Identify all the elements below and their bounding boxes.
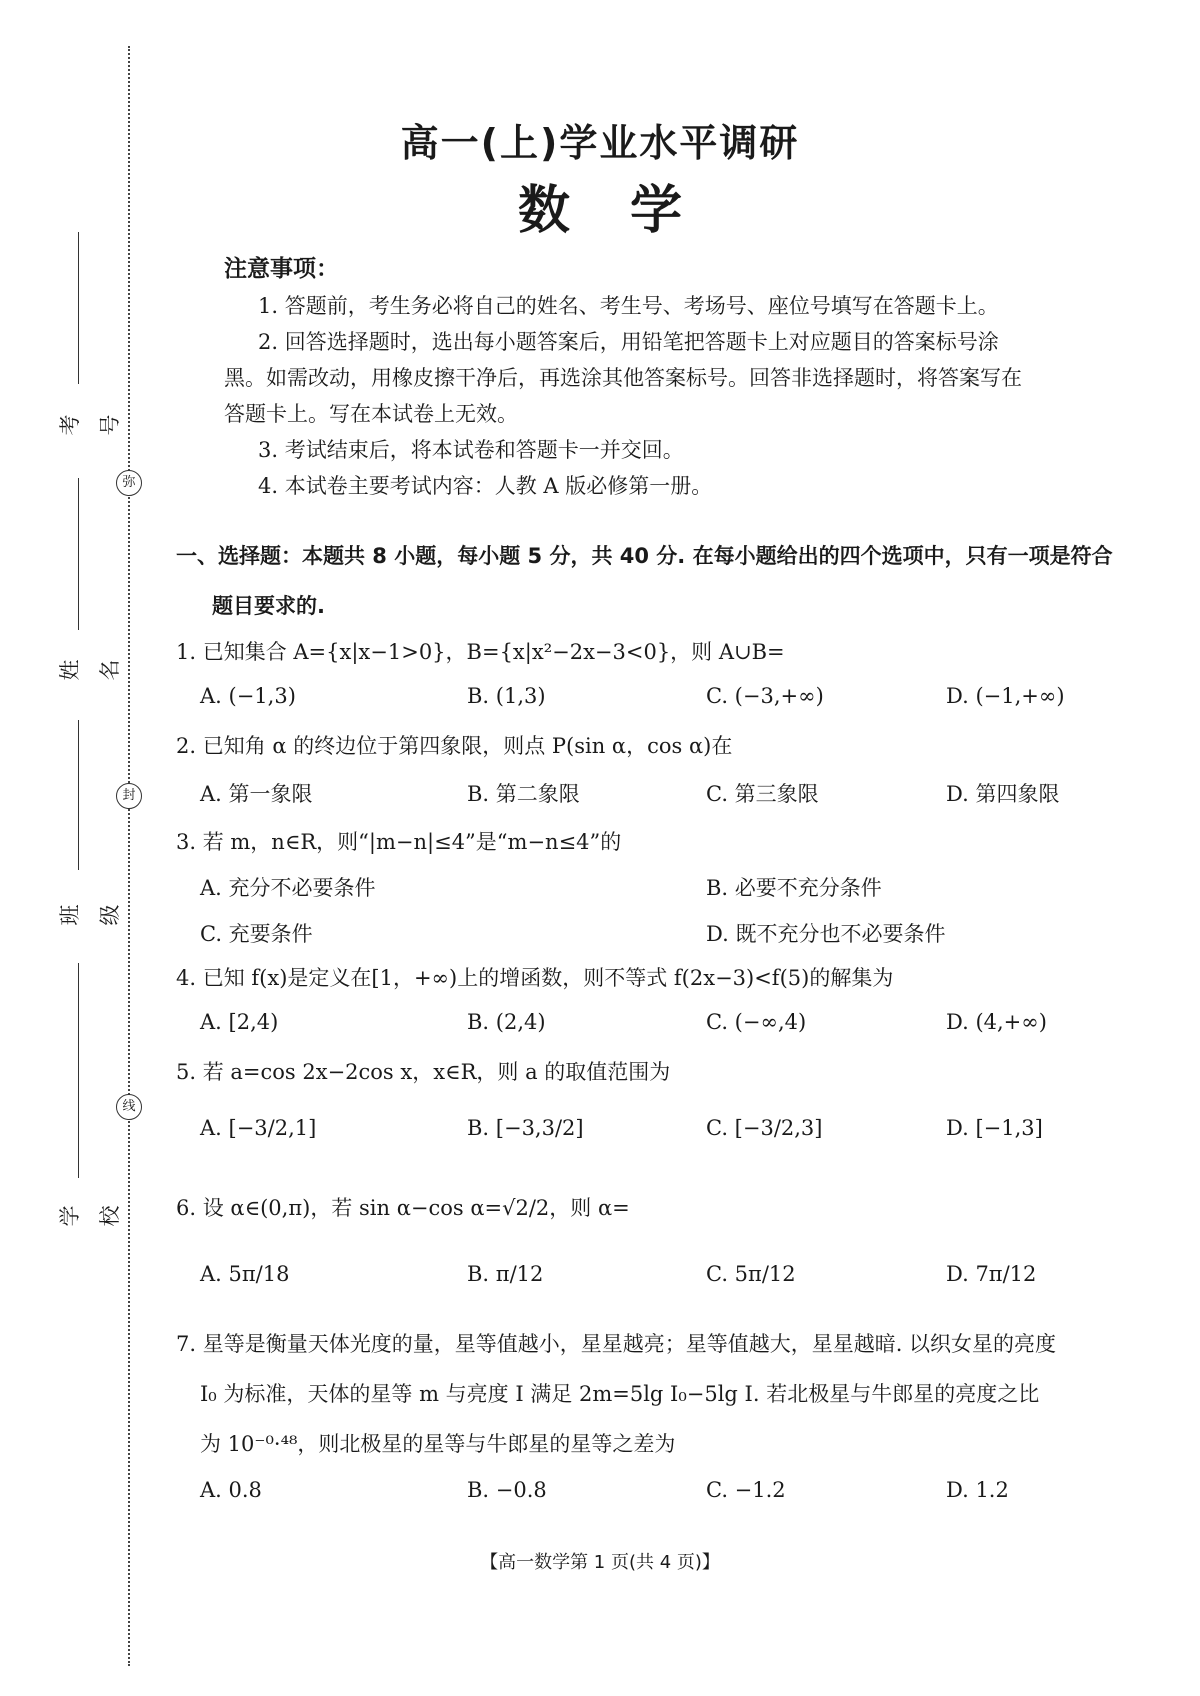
field-label-banji: 班级	[58, 904, 122, 926]
field-line-xuexiao	[78, 963, 79, 1178]
field-line-xingming	[78, 478, 79, 630]
binding-dotted-line	[128, 46, 130, 1666]
field-line-banji	[78, 720, 79, 870]
notice-line: 3. 考试结束后，将本试卷和答题卡一并交回。	[258, 438, 684, 462]
option-2c: C. 第三象限	[706, 782, 819, 806]
option-5b: B. [−3,3/2]	[467, 1116, 584, 1140]
option-3c: C. 充要条件	[200, 922, 313, 946]
option-4b: B. (2,4)	[467, 1010, 546, 1034]
question-stem-7-line3: 为 10⁻⁰·⁴⁸，则北极星的星等与牛郎星的星等之差为	[200, 1432, 676, 1456]
option-7a: A. 0.8	[200, 1478, 262, 1502]
notice-heading: 注意事项：	[224, 256, 339, 282]
option-3b: B. 必要不充分条件	[706, 876, 882, 900]
notice-line: 1. 答题前，考生务必将自己的姓名、考生号、考场号、座位号填写在答题卡上。	[258, 294, 999, 318]
option-5a: A. [−3/2,1]	[200, 1116, 317, 1140]
option-2a: A. 第一象限	[200, 782, 313, 806]
option-7b: B. −0.8	[467, 1478, 547, 1502]
seal-mark-feng: 封	[116, 783, 142, 809]
option-6d: D. 7π/12	[946, 1262, 1037, 1286]
question-stem-1: 1. 已知集合 A={x|x−1>0}，B={x|x²−2x−3<0}，则 A∪B=	[176, 640, 785, 664]
option-3a: A. 充分不必要条件	[200, 876, 376, 900]
option-5d: D. [−1,3]	[946, 1116, 1043, 1140]
notice-line: 黑。如需改动，用橡皮擦干净后，再选涂其他答案标号。回答非选择题时，将答案写在	[224, 366, 1022, 390]
question-stem-7: 7. 星等是衡量天体光度的量，星等值越小，星星越亮；星等值越大，星星越暗. 以织女星的亮度	[176, 1332, 1057, 1356]
field-label-kaohao: 考号	[58, 414, 122, 436]
option-4d: D. (4,+∞)	[946, 1010, 1047, 1034]
seal-mark-xian: 线	[116, 1094, 142, 1120]
option-3d: D. 既不充分也不必要条件	[706, 922, 946, 946]
option-2b: B. 第二象限	[467, 782, 580, 806]
option-6b: B. π/12	[467, 1262, 544, 1286]
option-1d: D. (−1,+∞)	[946, 684, 1065, 708]
option-6c: C. 5π/12	[706, 1262, 796, 1286]
question-stem-7-line2: I₀ 为标准，天体的星等 m 与亮度 I 满足 2m=5lg I₀−5lg I. 若北极星与牛郎星的亮度之比	[200, 1382, 1040, 1406]
question-stem-3: 3. 若 m，n∈R，则“|m−n|≤4”是“m−n≤4”的	[176, 830, 622, 854]
question-stem-5: 5. 若 a=cos 2x−2cos x，x∈R，则 a 的取值范围为	[176, 1060, 671, 1084]
notice-line: 答题卡上。写在本试卷上无效。	[224, 402, 518, 426]
option-2d: D. 第四象限	[946, 782, 1060, 806]
notice-line: 4. 本试卷主要考试内容：人教 A 版必修第一册。	[258, 474, 713, 498]
option-4c: C. (−∞,4)	[706, 1010, 807, 1034]
option-1c: C. (−3,+∞)	[706, 684, 824, 708]
section-heading-cont: 题目要求的.	[212, 594, 325, 618]
question-stem-6: 6. 设 α∈(0,π)，若 sin α−cos α=√2/2，则 α=	[176, 1196, 630, 1220]
field-label-xingming: 姓名	[58, 659, 122, 681]
option-6a: A. 5π/18	[200, 1262, 290, 1286]
option-4a: A. [2,4)	[200, 1010, 279, 1034]
option-5c: C. [−3/2,3]	[706, 1116, 823, 1140]
option-1b: B. (1,3)	[467, 684, 546, 708]
notice-line: 2. 回答选择题时，选出每小题答案后，用铅笔把答题卡上对应题目的答案标号涂	[258, 330, 999, 354]
option-1a: A. (−1,3)	[200, 684, 296, 708]
seal-mark-mi: 弥	[116, 470, 142, 496]
section-heading: 一、选择题：本题共 8 小题，每小题 5 分，共 40 分. 在每小题给出的四个选项中，只有一项是符合	[176, 544, 1113, 568]
field-label-xuexiao: 学校	[58, 1205, 122, 1227]
option-7c: C. −1.2	[706, 1478, 786, 1502]
page-footer: 【高一数学第 1 页(共 4 页)】	[480, 1552, 720, 1573]
subject-title: 数学	[517, 181, 742, 241]
question-stem-2: 2. 已知角 α 的终边位于第四象限，则点 P(sin α，cos α)在	[176, 734, 733, 758]
field-line-kaohao	[78, 232, 79, 384]
exam-title: 高一(上)学业水平调研	[400, 121, 800, 165]
option-7d: D. 1.2	[946, 1478, 1009, 1502]
question-stem-4: 4. 已知 f(x)是定义在[1，+∞)上的增函数，则不等式 f(2x−3)<f(5)的解集为	[176, 966, 894, 990]
